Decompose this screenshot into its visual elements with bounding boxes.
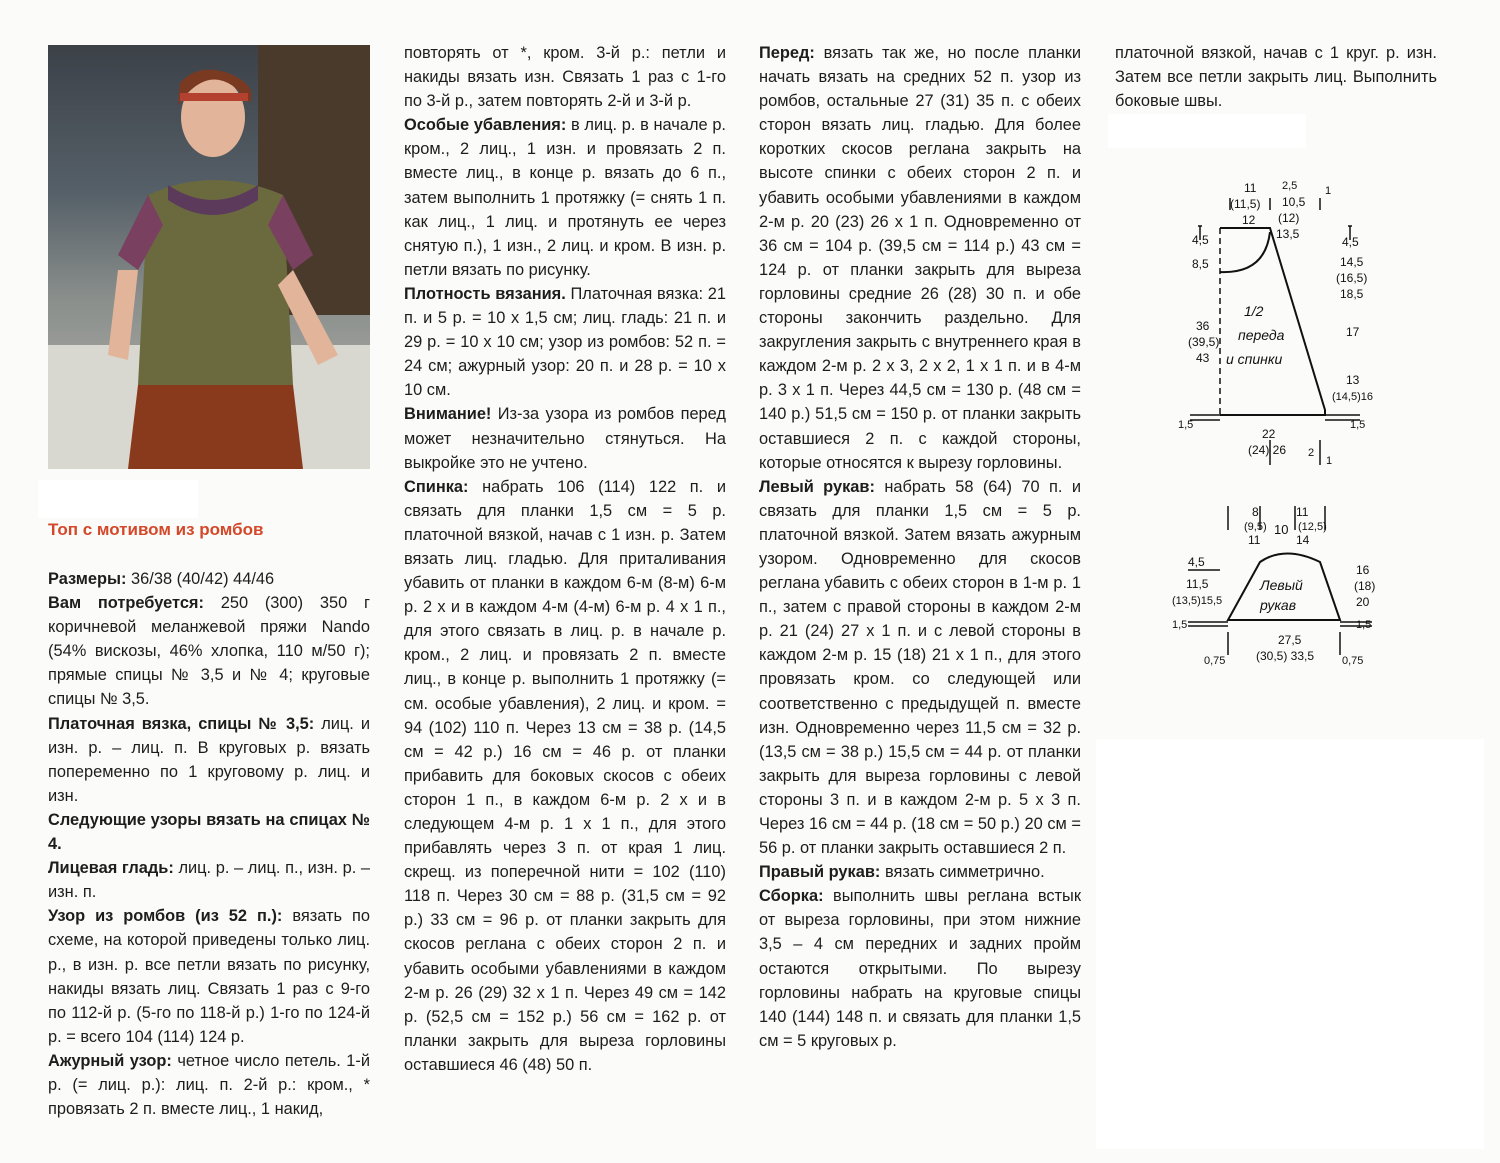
paragraph: Вам потребуется: 250 (300) 350 г коричневой меланжевой пряжи Nando (54% вискозы, 46% хлопка, 110 м/50 г); прямые спицы № 3,5 и № 4; круговые спицы № 3,5. [48,594,370,709]
dim-label: 4,5 [1188,555,1205,569]
dim-label: 11 [1296,505,1309,519]
dim-label: 12 [1242,213,1256,227]
dim-label: 13,5 [1276,227,1300,241]
paragraph: Плотность вязания. Платочная вязка: 21 п. и 5 р. = 10 х 1,5 см; лиц. гладь: 21 п. и 29 р. = 10 х 10 см; узор из ромбов: 52 п. = 24 см; ажурный узор: 20 п. и 28 р. = 10 х 10 см. [404,284,726,400]
paragraph: Узор из ромбов (из 52 п.): вязать по схеме, на которой приведены только лиц. р., в изн. р. все петли вязать по рисунку, накиды вязать лиц. Связать 1 раз с 9-го по 112-й р. (5-го по 118-й р.) 1-го по 124-й р. = всего 104 (114) 124 р. [48,907,370,1046]
dim-label: 36 [1196,319,1210,333]
dim-label: 18,5 [1340,287,1364,301]
dim-label: 11 [1248,533,1261,547]
dim-label: 10 [1274,522,1289,537]
body-label: и спинки [1226,351,1283,367]
dim-label: (14,5)16 [1332,391,1373,403]
blank-label-right [1108,114,1306,148]
blank-area-bottom-right [1096,739,1484,1149]
dim-label: 22 [1262,427,1276,441]
dim-label: (39,5) [1188,335,1220,349]
dim-label: 0,75 [1342,655,1364,667]
dim-label: 13 [1346,373,1360,387]
dim-label: 1,5 [1356,619,1372,631]
model-photo [48,45,370,469]
article-title: Топ с мотивом из ромбов [48,520,264,539]
blank-label-left [38,480,198,518]
dim-label: 20 [1356,595,1370,609]
paragraph: Особые убавления: в лиц. р. в начале р. кром., 2 лиц., 1 изн. и провязать 2 п. вместе лиц., в конце р. вязать до 6 п., затем выполнить 1 протяжку (= снять 1 п. как лиц., 1 лиц. и протянуть ее через снятую п.), 1 изн., 2 лиц. и кром. В изн. р. петли вязать по рисунку. [404,116,726,279]
dim-label: 11 [1244,181,1257,195]
paragraph: Лицевая гладь: лиц. р. – лиц. п., изн. р. – изн. п. [48,859,370,902]
paragraph: Правый рукав: вязать симметрично. [759,863,1045,882]
dim-label: 1,5 [1172,619,1188,631]
paragraph: Следующие узоры вязать на спицах № 4. [48,810,370,854]
dim-label: 8 [1252,505,1259,519]
dim-label: 1 [1326,455,1333,467]
paragraph: Перед: вязать так же, но после планки начать вязать на средних 52 п. узор из ромбов, остальные 27 (31) 35 п. с обеих сторон вязать лиц. гладью. Для более коротких скосов реглана закрыть на высоте спинки с обеих сторон 2 п. и убавить особыми убавлениями в каждом 2-м р. 20 (23) 26 х 1 п. Одновременно от 36 см = 104 р. (39,5 см = 114 р.) 43 см = 124 р. от планки закрыть для выреза горловины средние 26 (28) 30 п. и обе стороны закончить раздельно. Для закругления закрыть с внутреннего края в каждом 2-м р. 2 х 3, 2 х 2, 1 х 1 п. и в 4-м р. 3 х 1 п. Через 44,5 см = 130 р. (48 см = 140 р.) 51,5 см = 150 р. от планки закрыть оставшиеся 2 п. с каждой стороны, которые относятся к вырезу горловины. [759,44,1081,472]
column-1 [48,567,370,1121]
paragraph: повторять от *, кром. 3-й р.: петли и накиды вязать изн. Связать 1 раз с 1-го по 3-й р., затем повторять 2-й и 3-й р. [404,44,726,111]
dim-label: (18) [1354,579,1376,593]
model-figure [108,55,338,469]
dim-label: 4,5 [1192,233,1209,247]
dim-label: (9,5) [1244,521,1267,533]
dim-label: (13,5)15,5 [1172,595,1223,607]
paragraph: Сборка: выполнить швы реглана встык от выреза горловины, при этом нижние 3,5 – 4 см передних и задних пройм остаются открытыми. По вырезу горловины набрать на круговые спицы 140 (144) 148 п. и связать для планки 1,5 см = 5 круговых р. [759,887,1081,1050]
dim-label: 11,5 [1186,577,1209,591]
dim-label: 2,5 [1282,180,1298,192]
dim-label: 16 [1356,563,1370,577]
dim-label: 14,5 [1340,255,1364,269]
dim-label: (24) 26 [1248,443,1287,457]
column-3 [759,41,1081,1053]
dim-label: 1,5 [1350,419,1366,431]
dim-label: 1,5 [1178,419,1194,431]
body-label: переда [1238,327,1285,343]
dim-label: 14 [1296,533,1310,547]
dim-label: 0,75 [1204,655,1226,667]
dim-label: 2 [1308,447,1315,459]
pattern-diagram [1160,170,1420,690]
dim-label: 10,5 [1282,195,1306,209]
dim-label: (11,5) [1230,197,1261,211]
dim-label: 4,5 [1342,235,1359,249]
dim-label: (16,5) [1336,271,1368,285]
dim-label: (30,5) 33,5 [1256,649,1315,663]
dim-label: 27,5 [1278,633,1302,647]
paragraph: Размеры: 36/38 (40/42) 44/46 [48,570,275,588]
sleeve-label: Левый [1260,577,1303,593]
dim-label: (12) [1278,211,1300,225]
dim-label: 1 [1325,185,1332,197]
body-label: 1/2 [1244,303,1264,319]
paragraph: Внимание! Из-за узора из ромбов перед может незначительно стянуться. На выкройке это не учтено. [404,405,726,472]
column-4 [1115,41,1437,113]
dim-label: 43 [1196,351,1210,365]
dim-label: 17 [1346,325,1360,339]
sleeve-label: рукав [1260,597,1297,613]
body-shape [1220,228,1325,415]
paragraph: Ажурный узор: четное число петель. 1-й р. (= лиц. р.): лиц. п. 2-й р.: кром., * провязать 2 п. вместе лиц., 1 накид, [48,1051,370,1119]
paragraph: платочной вязкой, начав с 1 круг. р. изн. Затем все петли закрыть лиц. Выполнить боковые швы. [1115,44,1437,111]
dim-label: (12,5) [1298,521,1327,533]
column-2 [404,41,726,1077]
paragraph: Спинка: набрать 106 (114) 122 п. и связать для планки 1,5 см = 5 р. платочной вязкой, начав с 1 изн. р. Затем вязать лиц. гладью. Для приталивания убавить от планки в каждом 6-м (8-м) 6-м р. 2 х и в каждом 4-м (4-м) 6-м р. 4 х 1 п., для этого связать в лиц. р. в начале р. кром., 2 лиц. и провязать 2 п. вместе лиц., в конце р. выполнить 1 протяжку (= см. особые убавления), 2 лиц. и кром. = 94 (102) 110 п. Через 13 см = 38 р. (14,5 см = 42 р.) 16 см = 46 р. от планки прибавить для боковых скосов с обеих сторон 1 п., в каждом 6-м р. 2 х и в следующем 4-м р. 1 х 1 п., для этого прибавлять через 3 п. от края 1 лиц. скрещ. из поперечной нити = 102 (110) 118 п. Через 30 см = 88 р. (31,5 см = 92 р.) 33 см = 96 р. от планки закрыть для скосов реглана с обеих сторон 2 п. и убавить особыми убавлениями в каждом 2-м р. 26 (29) 32 х 1 п. Через 49 см = 142 р. (52,5 см = 152 р.) 56 см = 162 р. от планки закрыть для выреза горловины оставшиеся 46 (48) 50 п. [404,477,726,1074]
paragraph: Левый рукав: набрать 58 (64) 70 п. и связать для планки 1,5 см = 5 р. платочной вязкой. Затем вязать ажурным узором. Одновременно для скосов реглана убавить с обеих сторон в 1-м р. 1 п., затем с правой стороны в каждом 2-м р. 21 (24) 27 х 1 п. и с левой стороны в каждом 2-м р. 15 (18) 21 х 1 п., для этого провязать кром. со следующей или соответственно с предыдущей п. вместе изн. Одновременно через 11,5 см = 32 р. (13,5 см = 38 р.) 15,5 см = 44 р. от планки закрыть для выреза горловины с левой стороны 3 п. и в каждом 2-м р. 5 х 3 п. Через 16 см = 44 р. (18 см = 50 р.) 20 см = 56 р. от планки закрыть оставшиеся 2 п. [759,477,1081,858]
dim-label: 8,5 [1192,257,1209,271]
paragraph: Платочная вязка, спицы № 3,5: лиц. и изн. р. – лиц. п. В круговых р. вязать попеременно по 1 круговому р. лиц. и изн. [48,714,370,805]
